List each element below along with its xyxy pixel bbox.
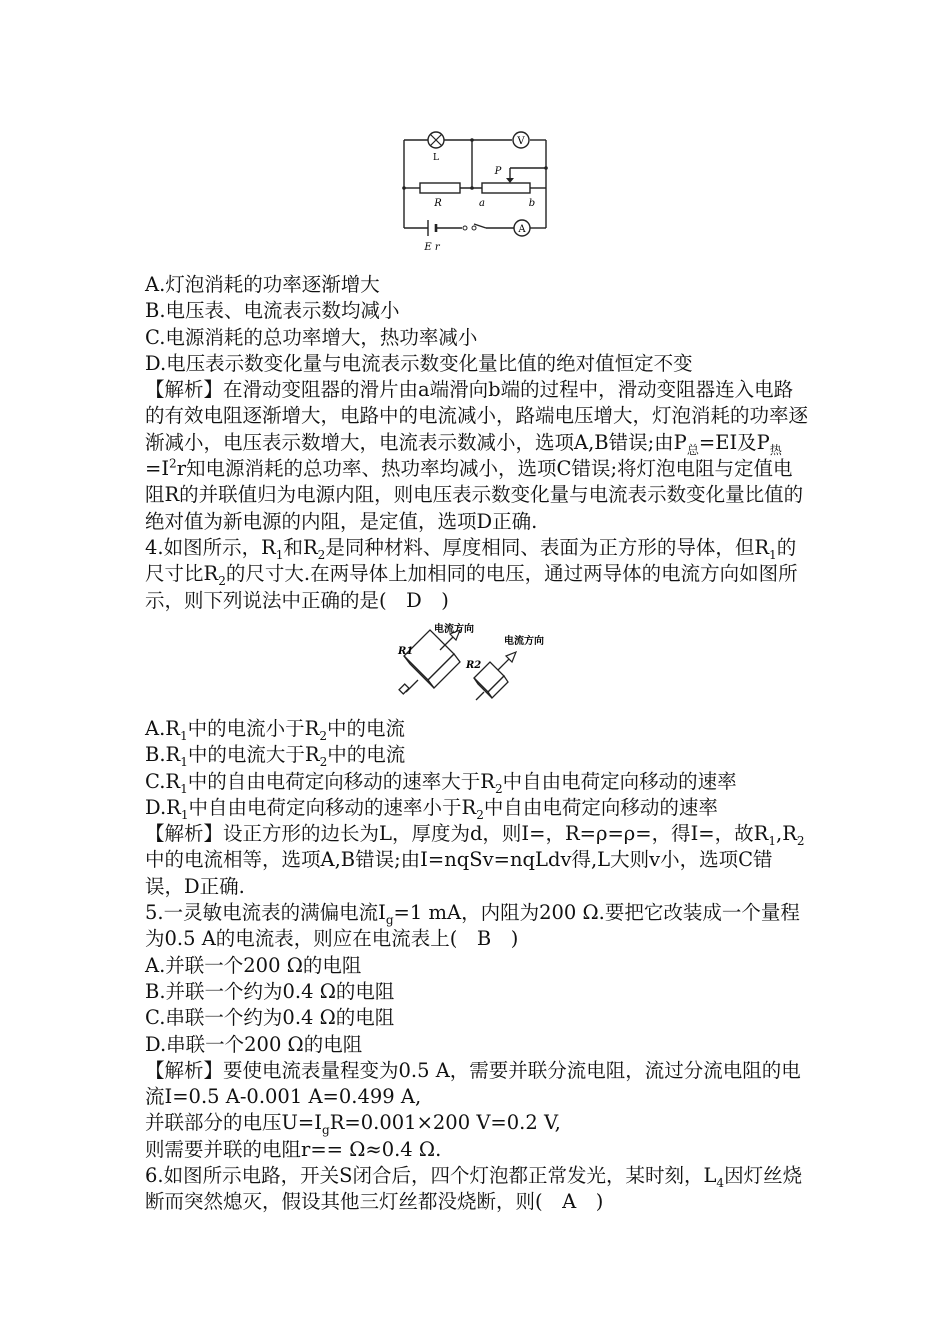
label-r2: R2 bbox=[466, 660, 482, 671]
lamp-label: L bbox=[433, 153, 439, 163]
end-a-label: a bbox=[479, 198, 485, 209]
source-label: E r bbox=[424, 242, 440, 253]
end-b-label: b bbox=[528, 198, 536, 209]
q3-analysis: 【解析】在滑动变阻器的滑片由a端滑向b端的过程中，滑动变阻器连入电路的有效电阻逐渐增大，电路中的电流减小，路端电压增大，灯泡消耗的功率逐渐减小，电压表示数增大，电流表示数减小，选项A,B错误;由$P_总=EI$及$P_热=I^2r$知电源消耗的总功率、热功率均减小，选项C错误;将灯泡电阻与定值电阻R的并联值归为电源内阻，则电压表示数变化量与电流表示数变化量比值的绝对值为新电源的内阻，是定值，选项D正确. bbox=[145, 378, 809, 533]
q5-option-b: B.并联一个约为0.4 Ω的电阻 bbox=[145, 979, 395, 1003]
q3-option-c: C.电源消耗的总功率增大，热功率减小 bbox=[145, 325, 478, 349]
q5-option-a: A.并联一个200 Ω的电阻 bbox=[145, 953, 362, 977]
q5-analysis-line1: 【解析】要使电流表量程变为0.5 A，需要并联分流电阻，流过分流电阻的电流I=0.5 A-0.001 A=0.499 A, bbox=[145, 1058, 801, 1109]
voltmeter-label: V bbox=[517, 136, 525, 147]
q4-option-a: $A.R_1$中的电流小于$R_2$中的电流 bbox=[145, 717, 406, 743]
q3-option-b: B.电压表、电流表示数均减小 bbox=[145, 299, 400, 323]
q4-analysis: 【解析】设正方形的边长为L，厚度为d，则I=，R=ρ=ρ=，得I=，故$R_1,R_2$中的电流相等，选项A,B错误;由I=nqSv=nqLdv得,L大则v小，选项C错误，D正确. bbox=[145, 822, 805, 898]
resistor-label: R bbox=[434, 198, 442, 209]
arrow-label-r2: 电流方向 bbox=[504, 636, 544, 647]
label-r1: R1 bbox=[398, 646, 414, 657]
q6-stem: 6.如图所示电路，开关S闭合后，四个灯泡都正常发光，某时刻，$L_4$因灯丝烧断而突然熄灭，假设其他三灯丝都没烧断，则( A ) bbox=[145, 1164, 803, 1214]
q4-option-b: $B.R_1$中的电流大于$R_2$中的电流 bbox=[145, 743, 406, 770]
text-block-upper bbox=[145, 272, 810, 614]
q5-stem: 5.一灵敏电流表的满偏电流$I_g=1$ mA，内阻为200 Ω.要把它改装成一个量程为0.5 A的电流表，则应在电流表上( B ) bbox=[145, 901, 800, 951]
q3-option-a: A.灯泡消耗的功率逐渐增大 bbox=[145, 273, 380, 296]
q3-option-d: D.电压表示数变化量与电流表示数变化量比值的绝对值恒定不变 bbox=[145, 351, 693, 375]
ammeter-label: A bbox=[518, 224, 526, 235]
q4-stem: 4.如图所示，$R_1$和$R_2$是同种材料、厚度相同、表面为正方形的导体，但$R_1$的尺寸比$R_2$的尺寸大.在两导体上加相同的电压，通过两导体的电流方向如图所示，则下列说法中正确的是( D ) bbox=[145, 535, 798, 612]
q5-option-d: D.串联一个200 Ω的电阻 bbox=[145, 1032, 363, 1056]
current-arrow-r2 bbox=[498, 652, 516, 670]
arrow-label-r1: 电流方向 bbox=[434, 624, 474, 635]
slider-label: P bbox=[494, 166, 502, 177]
q5-analysis-line3: 则需要并联的电阻r== Ω≈0.4 Ω. bbox=[145, 1137, 442, 1161]
circuit-diagram bbox=[398, 128, 552, 258]
text-block-lower bbox=[145, 716, 810, 1216]
conductor-diagram bbox=[390, 620, 560, 710]
q4-option-c: $C.R_1$中的自由电荷定向移动的速率大于$R_2$中自由电荷定向移动的速率 bbox=[145, 769, 737, 796]
q5-option-c: C.串联一个约为0.4 Ω的电阻 bbox=[145, 1006, 395, 1030]
q5-analysis-line2: 并联部分的电压$U=I_gR=0.001\times 200$ V=0.2 V, bbox=[145, 1111, 561, 1138]
lamp-symbol bbox=[428, 132, 444, 148]
q4-option-d: $D.R_1$中自由电荷定向移动的速率小于$R_2$中自由电荷定向移动的速率 bbox=[145, 795, 718, 822]
